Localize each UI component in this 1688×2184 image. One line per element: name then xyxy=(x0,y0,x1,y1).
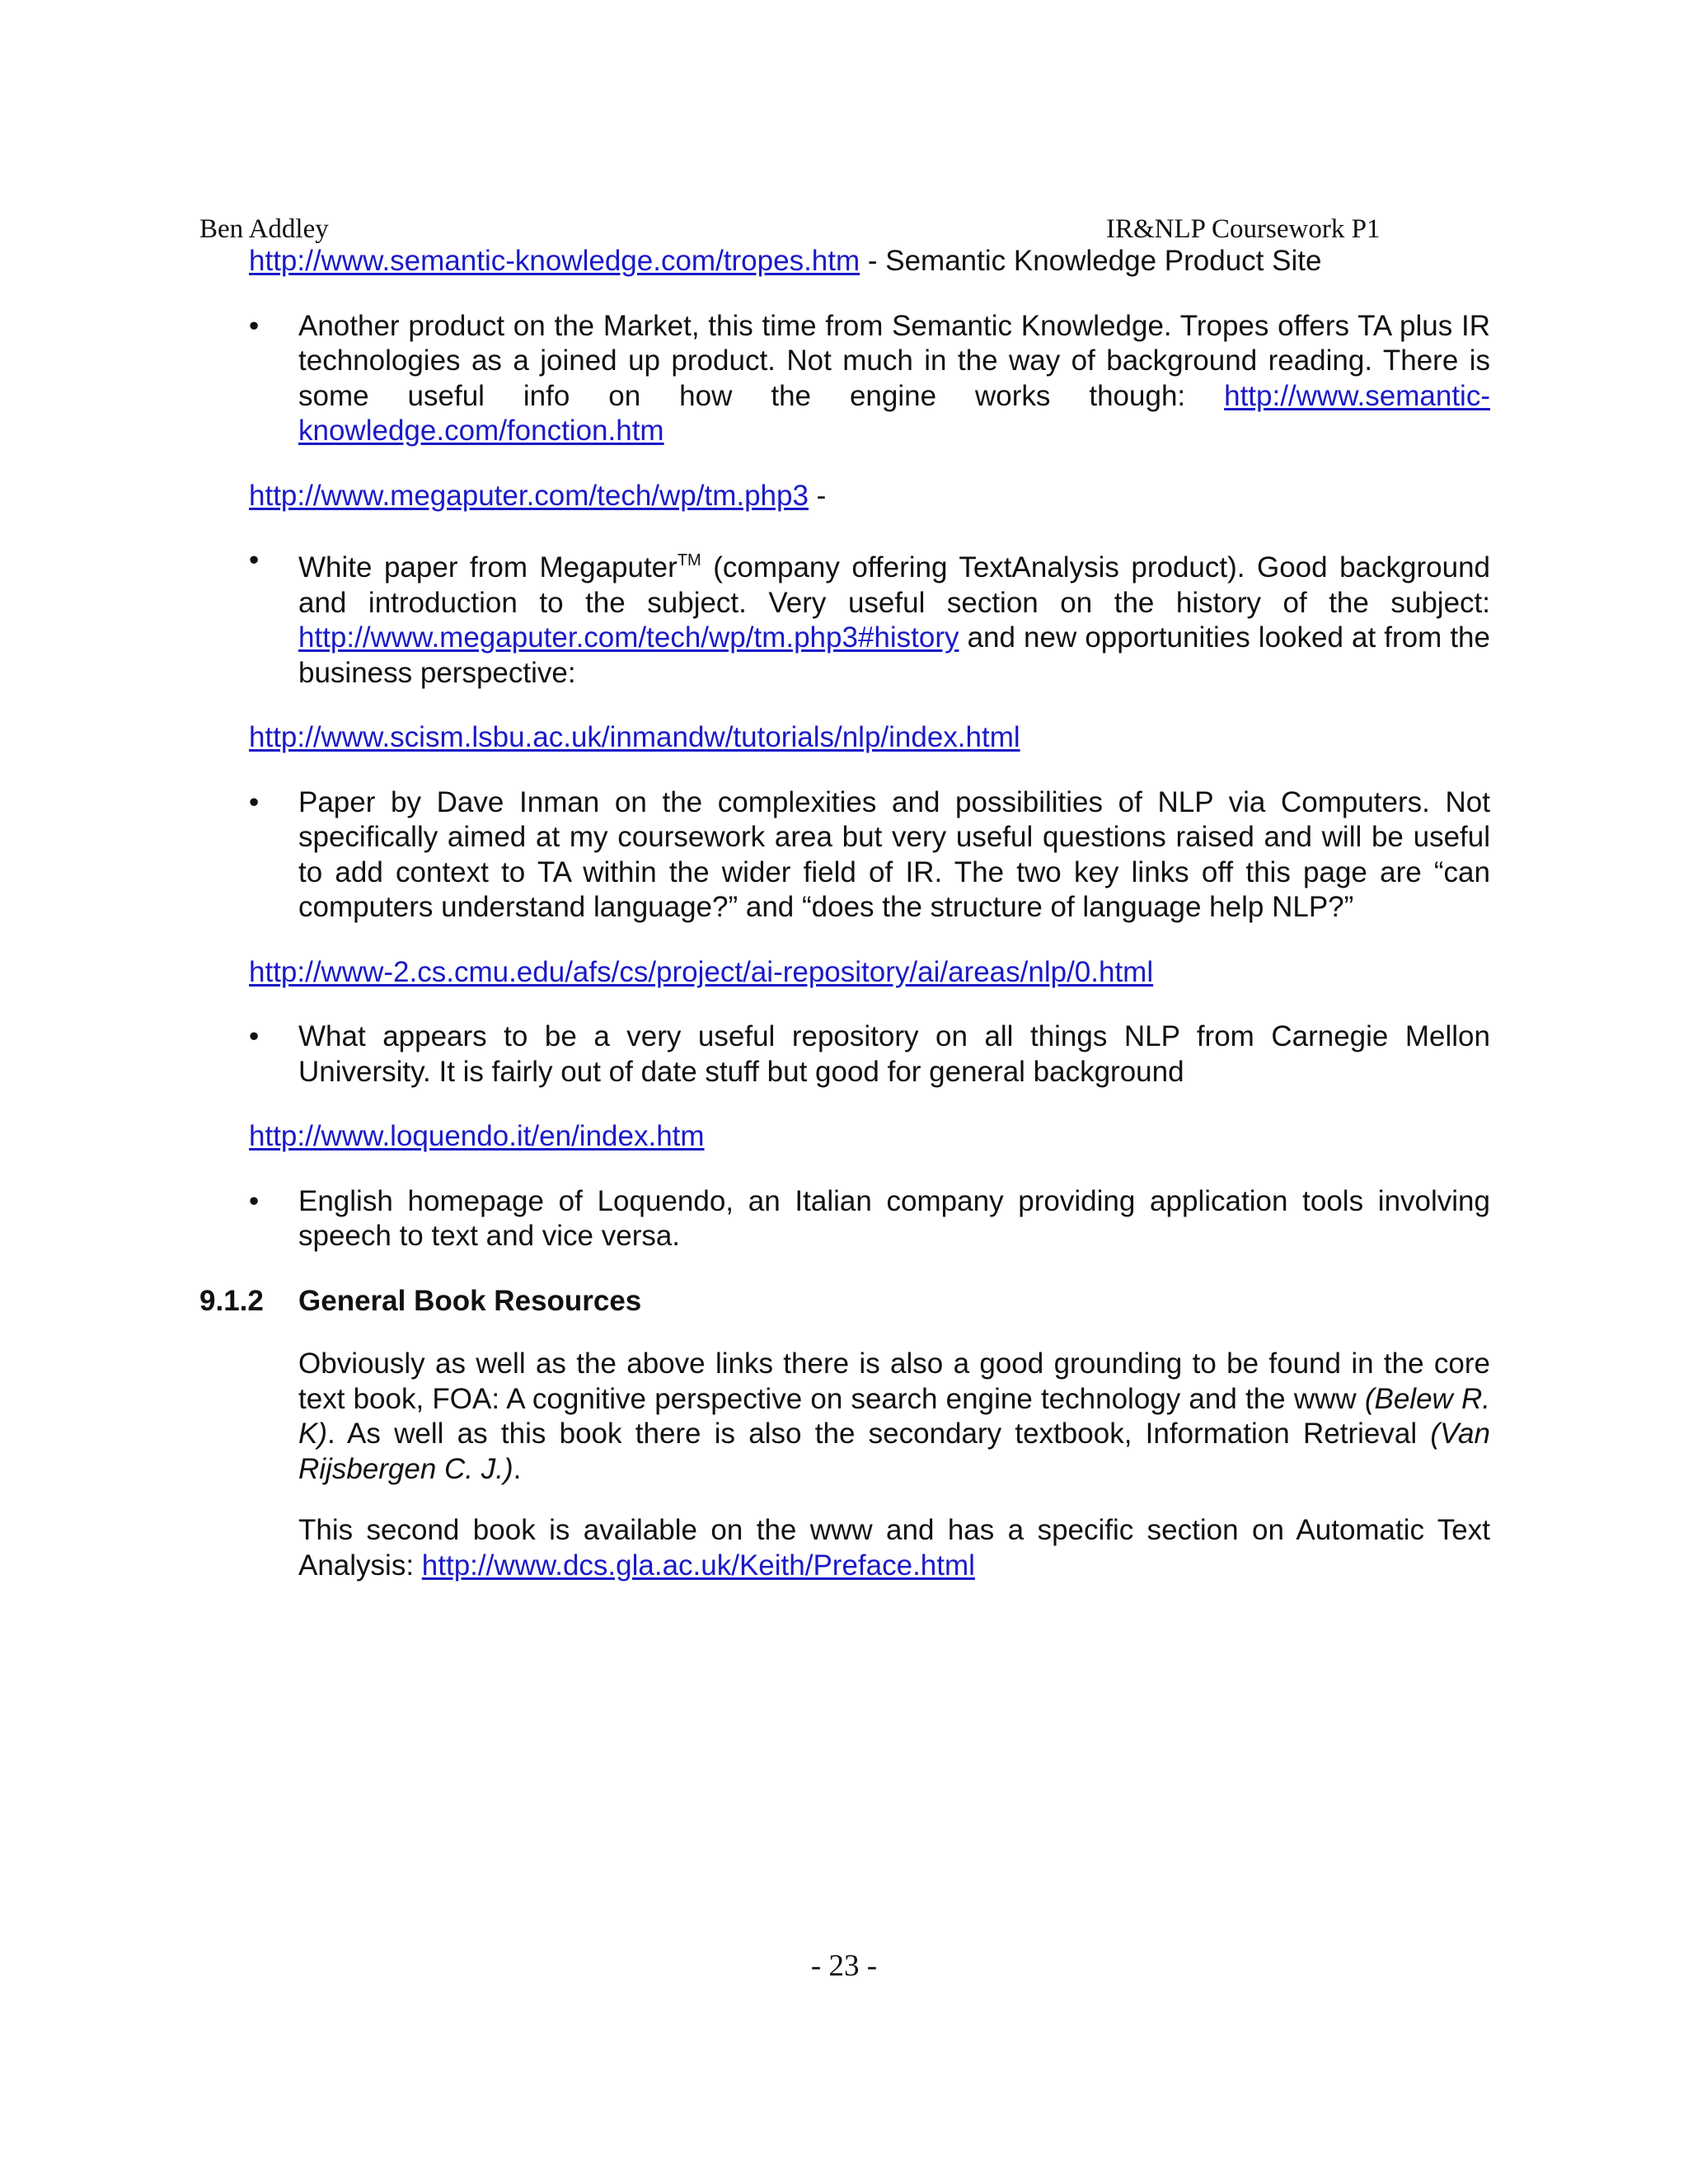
bullet-icon: • xyxy=(249,1020,260,1052)
list-item-semantic-knowledge xyxy=(249,309,1490,449)
bullet-icon: • xyxy=(249,1184,260,1217)
description-text: White paper from Megaputer xyxy=(298,551,678,583)
section-number: 9.1.2 xyxy=(199,1284,264,1317)
section-title: General Book Resources xyxy=(298,1284,642,1317)
link-lsbu-nlp-tutorial[interactable]: http://www.scism.lsbu.ac.uk/inmandw/tutorials/nlp/index.html xyxy=(249,721,1020,753)
resource-line-semantic-knowledge xyxy=(249,244,1490,279)
description-text: Paper by Dave Inman on the complexities and possibilities of NLP via Computers. Not specifically aimed at my coursework area but very useful questions raised and will be useful to add context to TA within the wider field of IR. The two key links off this page are “can computers understand language?” and “does the structure of language help NLP?” xyxy=(298,785,1490,923)
link-megaputer-history[interactable]: http://www.megaputer.com/tech/wp/tm.php3#history xyxy=(298,621,959,654)
link-cmu-nlp-repository[interactable]: http://www-2.cs.cmu.edu/afs/cs/project/ai-repository/ai/areas/nlp/0.html xyxy=(249,955,1154,988)
bullet-icon: • xyxy=(249,544,260,576)
link-semantic-knowledge-fonction[interactable]: http://www.semantic-knowledge.com/fonction.htm xyxy=(298,379,1490,447)
citation-van-rijsbergen: (Van Rijsbergen C. J.) xyxy=(298,1418,1490,1485)
list-item-megaputer xyxy=(249,543,1491,691)
citation-belew: (Belew R. K) xyxy=(298,1382,1490,1450)
link-gla-keith-preface[interactable]: http://www.dcs.gla.ac.uk/Keith/Preface.html xyxy=(421,1549,975,1582)
list-item-loquendo xyxy=(249,1184,1490,1254)
list-item-lsbu xyxy=(249,785,1490,926)
resource-line-megaputer xyxy=(249,479,1490,514)
resource-line-loquendo xyxy=(249,1119,1490,1155)
resource-suffix: - Semantic Knowledge Product Site xyxy=(860,245,1322,277)
section-heading xyxy=(199,1284,1490,1319)
description-text: English homepage of Loquendo, an Italian company providing application tools involving speech to text and vice versa. xyxy=(298,1184,1490,1252)
paragraph-text: Obviously as well as the above links there is also a good grounding to be found in the core text book, FOA: A cognitive perspective on search engine technology and the www xyxy=(298,1347,1490,1415)
description-text: What appears to be a very useful repository on all things NLP from Carnegie Mellon University. It is fairly out of date stuff but good for general background xyxy=(298,1020,1490,1088)
description-text: (company offering TextAnalysis product). Good background and introduction to the subject. Very useful section on the history of the subject: xyxy=(298,551,1491,619)
paragraph-text: This second book is available on the www and has a specific section on Automatic Text Analysis: xyxy=(298,1514,1490,1582)
bullet-icon: • xyxy=(249,309,260,342)
page-number: - 23 - xyxy=(810,1949,878,1983)
paragraph-second-book xyxy=(298,1513,1490,1583)
resource-line-cmu xyxy=(249,955,1490,991)
resource-suffix: - xyxy=(808,479,827,512)
paragraph-text: . xyxy=(513,1452,522,1485)
resource-line-lsbu xyxy=(249,720,1490,756)
paragraph-book-resources xyxy=(298,1347,1490,1487)
bullet-icon: • xyxy=(249,785,260,818)
link-loquendo-home[interactable]: http://www.loquendo.it/en/index.htm xyxy=(249,1120,705,1152)
trademark-mark: TM xyxy=(677,551,701,569)
paragraph-text: . As well as this book there is also the secondary textbook, Information Retrieval xyxy=(327,1418,1431,1450)
header-course: IR&NLP Coursework P1 xyxy=(1106,214,1381,244)
page-body xyxy=(199,244,1490,1583)
list-item-cmu xyxy=(249,1019,1490,1090)
link-megaputer-wp[interactable]: http://www.megaputer.com/tech/wp/tm.php3 xyxy=(249,479,809,512)
link-semantic-knowledge-tropes[interactable]: http://www.semantic-knowledge.com/tropes.htm xyxy=(249,245,860,277)
header-author: Ben Addley xyxy=(199,214,329,244)
description-text: Another product on the Market, this time from Semantic Knowledge. Tropes offers TA plus IR technologies as a joined up product. Not much in the way of background reading. There is some useful info on how the engine works though: xyxy=(298,309,1490,412)
description-text: and new opportunities looked at from the business perspective: xyxy=(298,621,1490,689)
